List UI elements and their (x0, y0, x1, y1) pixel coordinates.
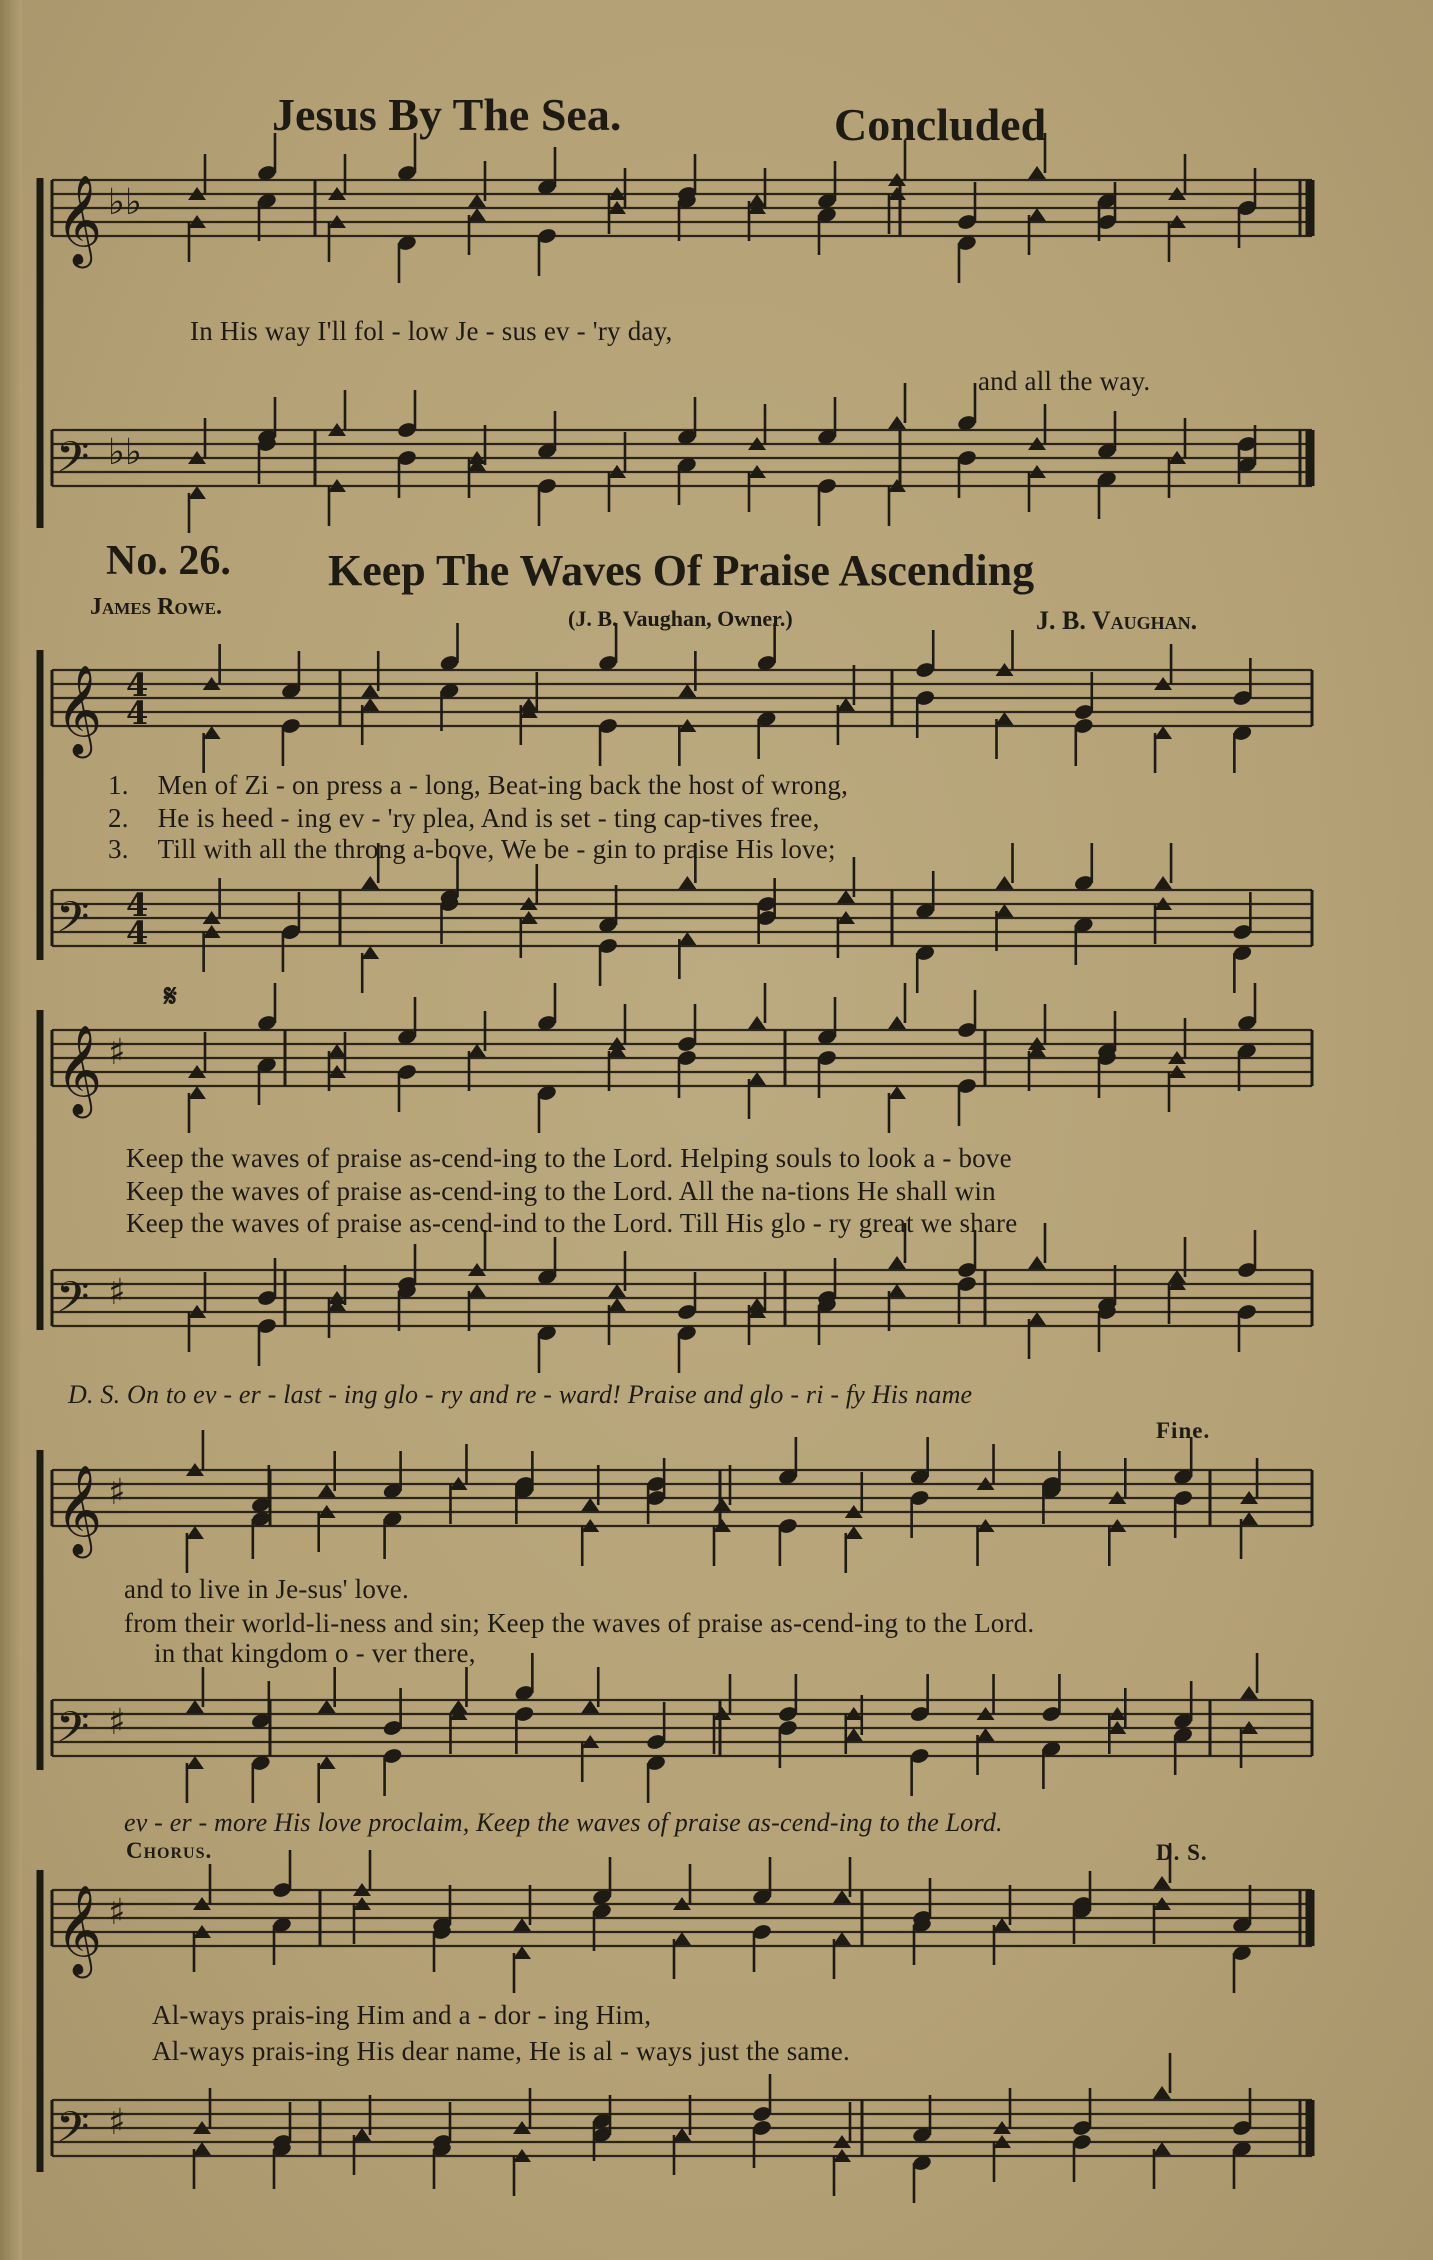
song1-lyric-line1: In His way I'll fol - low Je - sus ev - 'ry day, (190, 316, 673, 346)
system3-ds-lyric: ev - er - more His love proclaim, Keep the waves of praise as-cend-ing to the Lord. (124, 1808, 1003, 1837)
key-signature-icon: ♯ (108, 1702, 126, 1743)
system2-verse2: Keep the waves of praise as-cend-ing to the Lord. All the na-tions He shall win (126, 1176, 996, 1206)
key-signature-icon: ♯ (108, 1472, 126, 1513)
song1-title: Jesus By The Sea. (272, 89, 622, 140)
key-signature-icon: ♯ (108, 1892, 126, 1933)
bass-clef-icon: 𝄢 (56, 1273, 90, 1333)
treble-clef-icon: 𝄞 (56, 1025, 103, 1115)
system2-verse3: Keep the waves of praise as-cend-ind to the Lord. Till His glo - ry great we share (126, 1208, 1018, 1238)
song2-author: James Rowe. (90, 594, 223, 620)
song1-lyric-line2: and all the way. (978, 366, 1151, 396)
verse1-text: Men of Zi - on press a - long, Beat-ing back the host of wrong, (157, 770, 849, 800)
time-signature-icon: 4 (126, 666, 149, 704)
key-signature-icon: ♭♭ (108, 182, 142, 223)
chorus-label: Chorus. (126, 1838, 213, 1863)
song2-composer: J. B. Vaughan. (1036, 606, 1198, 635)
treble-clef-icon: 𝄞 (56, 1885, 103, 1975)
chorus-ds-marker: D. S. (1156, 1840, 1208, 1865)
time-signature-icon: 4 (126, 914, 149, 952)
system2-ds-lyric: D. S. On to ev - er - last - ing glo - ry and re - ward! Praise and glo - ri - fy His name (68, 1380, 973, 1409)
verse3-number: 3. (108, 834, 129, 864)
segno-sign: 𝄋 (164, 980, 178, 1013)
bass-clef-icon: 𝄢 (56, 433, 90, 493)
treble-clef-icon: 𝄞 (56, 1465, 103, 1555)
time-signature-icon: 4 (126, 694, 149, 732)
system3-verse3: in that kingdom o - ver there, (154, 1638, 476, 1668)
bass-clef-icon: 𝄢 (56, 1703, 90, 1763)
bass-clef-icon: 𝄢 (56, 893, 90, 953)
key-signature-icon: ♯ (108, 1032, 126, 1073)
key-signature-icon: ♯ (108, 2102, 126, 2143)
verse2-text: He is heed - ing ev - 'ry plea, And is set - ting cap-tives free, (157, 803, 820, 833)
verse2-number: 2. (108, 803, 129, 833)
fine-marker: Fine. (1156, 1418, 1211, 1443)
verse1-number: 1. (108, 770, 129, 800)
time-signature-icon: 4 (126, 886, 149, 924)
system3-verse1: and to live in Je-sus' love. (124, 1574, 409, 1604)
bass-clef-icon: 𝄢 (56, 2103, 90, 2163)
song2-number: No. 26. (106, 538, 231, 584)
key-signature-icon: ♭♭ (108, 432, 142, 473)
treble-clef-icon: 𝄞 (56, 175, 103, 265)
system3-verse2: from their world-li-ness and sin; Keep the waves of praise as-cend-ing to the Lord. (124, 1608, 1035, 1638)
chorus-line2: Al-ways prais-ing His dear name, He is al - ways just the same. (152, 2036, 850, 2066)
treble-clef-icon: 𝄞 (56, 665, 103, 755)
song2-title: Keep The Waves Of Praise Ascending (328, 546, 1035, 595)
key-signature-icon: ♯ (108, 1272, 126, 1313)
song1-concluded-label: Concluded (834, 99, 1047, 150)
song2-owner: (J. B. Vaughan, Owner.) (568, 606, 793, 631)
chorus-line1: Al-ways prais-ing Him and a - dor - ing Him, (152, 2000, 652, 2030)
verse3-text: Till with all the throng a-bove, We be - gin to praise His love; (157, 834, 836, 864)
system2-verse1: Keep the waves of praise as-cend-ing to the Lord. Helping souls to look a - bove (126, 1143, 1012, 1173)
